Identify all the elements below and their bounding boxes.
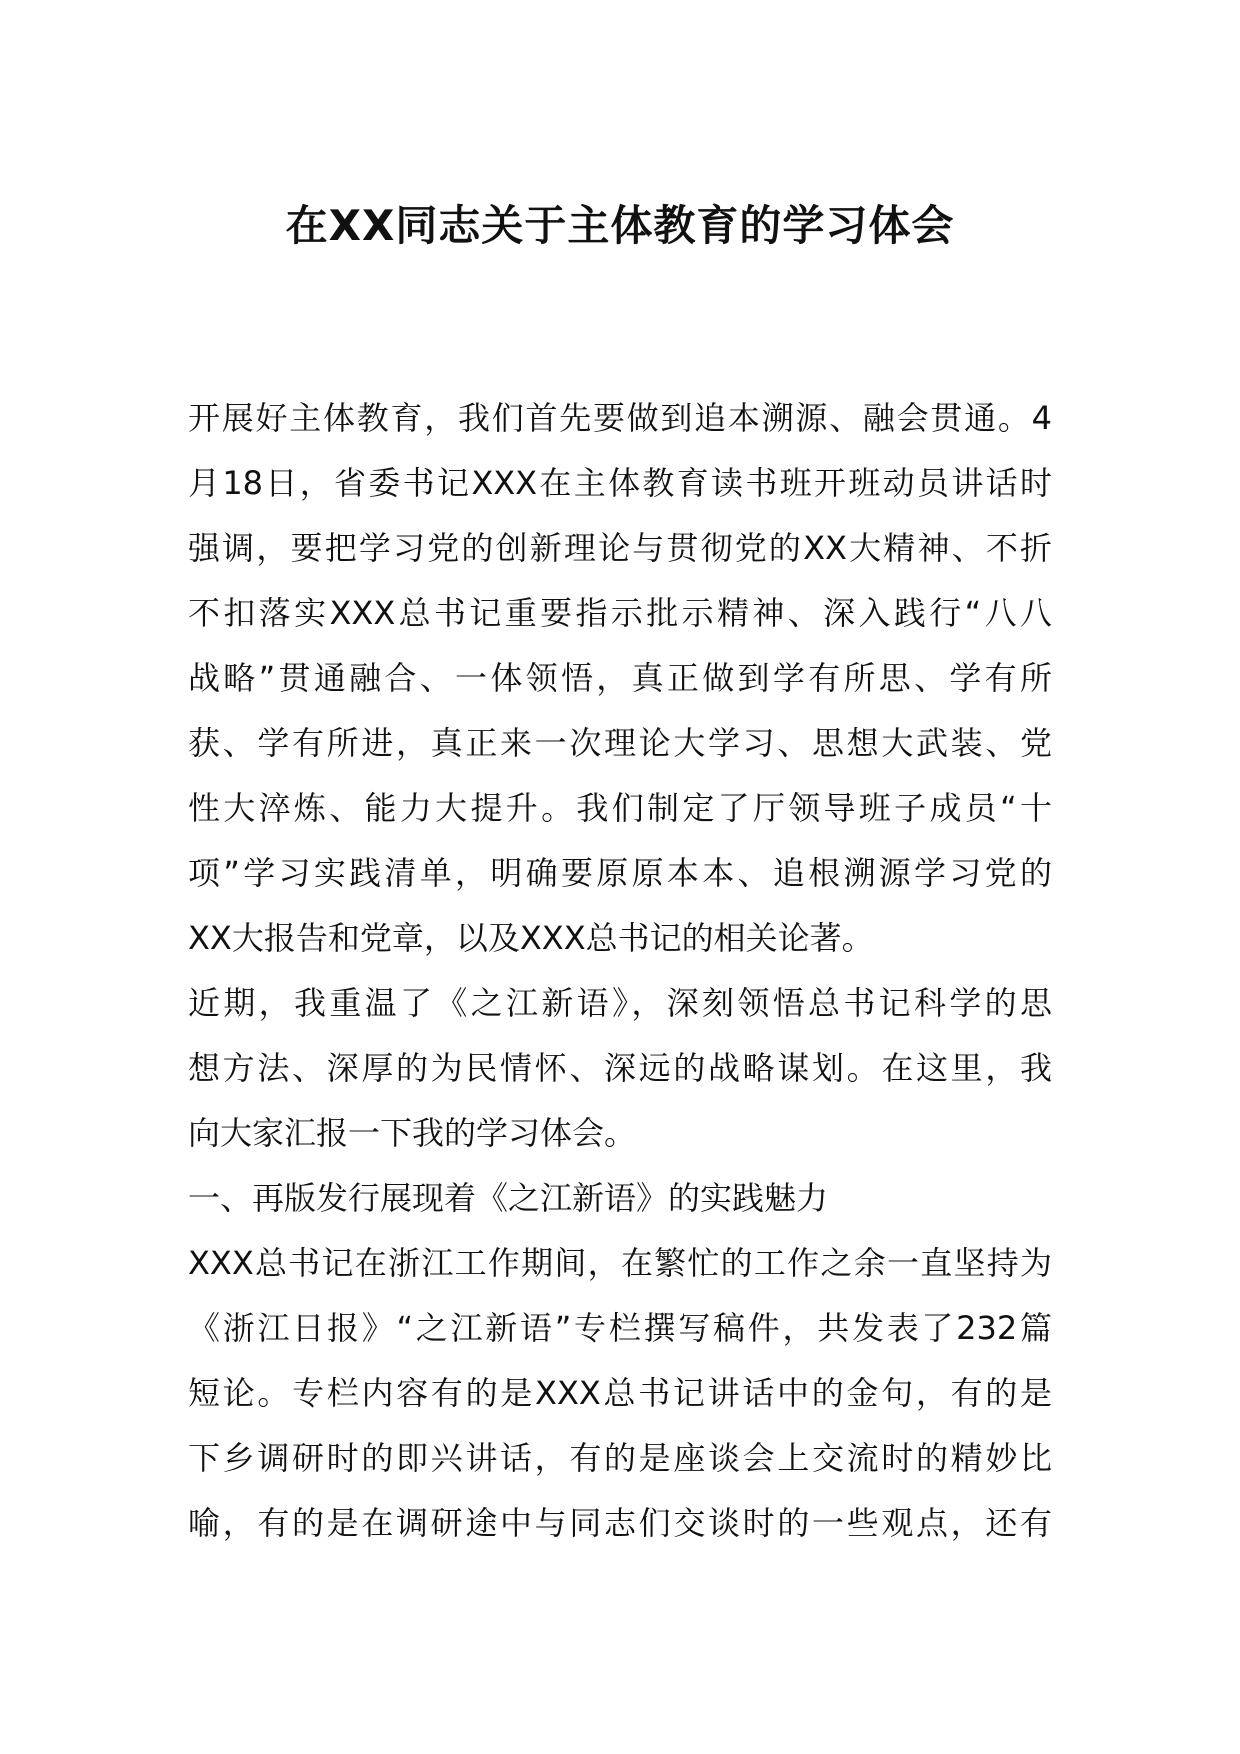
body-line: 强调，要把学习党的创新理论与贯彻党的XX大精神、不折 [188,529,1052,567]
document-body [188,386,1052,1556]
body-line: 获、学有所进，真正来一次理论大学习、思想大武装、党 [188,724,1052,762]
body-line: 项”学习实践清单，明确要原原本本、追根溯源学习党的 [188,854,1052,892]
body-line: 向大家汇报一下我的学习体会。 [188,1114,637,1152]
body-line: 开展好主体教育，我们首先要做到追本溯源、融会贯通。4 [188,399,1052,437]
body-line: XX大报告和党章，以及XXX总书记的相关论著。 [188,919,874,957]
body-line: 近期，我重温了《之江新语》，深刻领悟总书记科学的思 [188,984,1052,1022]
document-title: 在XX同志关于主体教育的学习体会 [285,201,955,250]
body-line: 下乡调研时的即兴讲话，有的是座谈会上交流时的精妙比 [188,1439,1052,1477]
body-line: 性大淬炼、能力大提升。我们制定了厅领导班子成员“十 [188,789,1052,827]
body-line: 喻，有的是在调研途中与同志们交谈时的一些观点，还有 [188,1504,1052,1542]
body-line: 月18日，省委书记XXX在主体教育读书班开班动员讲话时 [188,464,1052,502]
body-line: 不扣落实XXX总书记重要指示批示精神、深入践行“八八 [188,594,1052,632]
body-line: 战略”贯通融合、一体领悟，真正做到学有所思、学有所 [188,659,1052,697]
body-line: 《浙江日报》“之江新语”专栏撰写稿件，共发表了232篇 [188,1309,1052,1347]
body-line: 想方法、深厚的为民情怀、深远的战略谋划。在这里，我 [188,1049,1052,1087]
section-heading: 一、再版发行展现着《之江新语》的实践魅力 [188,1179,829,1217]
body-line: XXX总书记在浙江工作期间，在繁忙的工作之余一直坚持为 [188,1244,1052,1282]
body-line: 短论。专栏内容有的是XXX总书记讲话中的金句，有的是 [188,1374,1052,1412]
